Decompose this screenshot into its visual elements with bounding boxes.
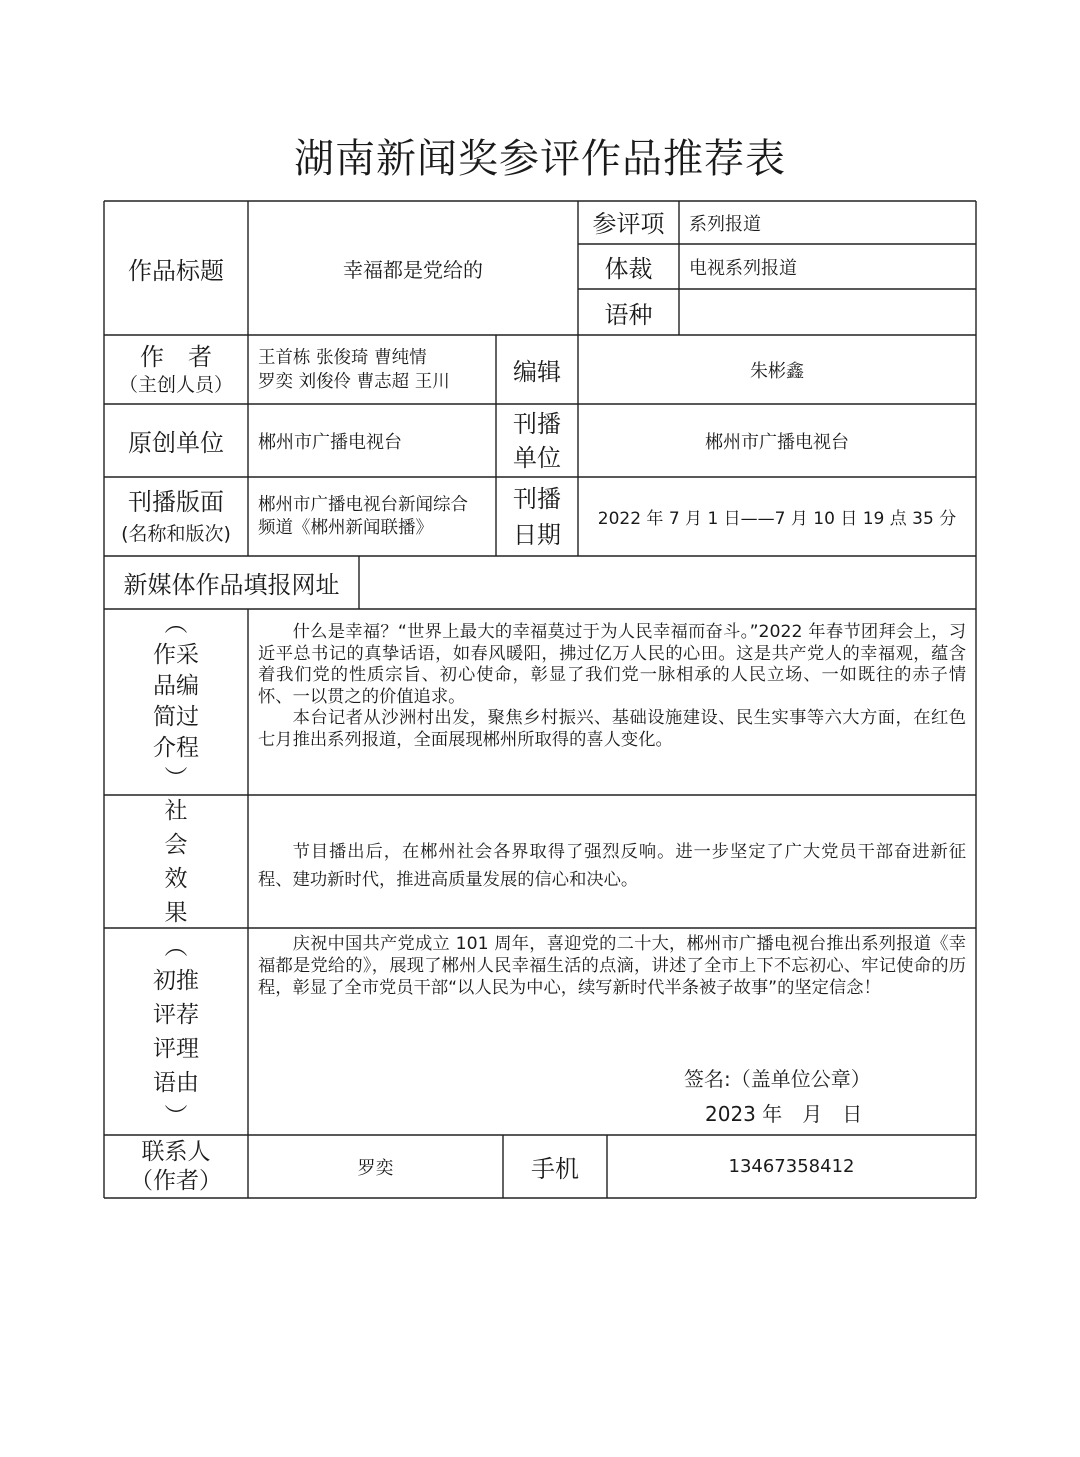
authors-names-line1: 王首栋 张俊琦 曹纯情	[258, 347, 427, 368]
language-value	[679, 289, 976, 335]
phone-label: 手机	[531, 1155, 579, 1183]
language-label: 语种	[604, 300, 653, 329]
pub-date-label	[496, 477, 578, 556]
process-text	[258, 622, 966, 751]
effect-label-char: 效	[164, 865, 188, 892]
phone-value: 13467358412	[728, 1156, 855, 1177]
authors-names	[248, 335, 496, 404]
origin-unit-label: 原创单位	[128, 429, 224, 457]
recommend-label	[104, 928, 248, 1135]
authors-label-sub: （主创人员）	[118, 373, 233, 396]
process-label-char: 简过	[153, 704, 199, 730]
category-value: 系列报道	[689, 213, 761, 235]
contact-label	[104, 1135, 248, 1198]
pub-section-label	[104, 477, 248, 556]
process-label-char: 品编	[153, 673, 199, 699]
work-title-value: 幸福都是党给的	[343, 257, 483, 282]
process-label	[104, 609, 248, 795]
pub-section-value	[248, 477, 496, 556]
recommend-label-char: ︶	[164, 1103, 188, 1130]
genre-value: 电视系列报道	[689, 257, 797, 279]
contact-name: 罗奕	[357, 1157, 394, 1179]
authors-names-line2: 罗奕 刘俊伶 曹志超 王川	[258, 371, 450, 392]
process-label-char: ︶	[164, 766, 188, 792]
pub-date-value: 2022 年 7 月 1 日——7 月 10 日 19 点 35 分	[597, 509, 957, 529]
new-media-label: 新媒体作品填报网址	[123, 571, 340, 599]
effect-label-char: 社	[164, 797, 188, 824]
pub-unit-label	[496, 404, 578, 477]
signature-date: 2023 年 月 日	[705, 1102, 863, 1126]
genre-label: 体裁	[604, 255, 653, 283]
pub-date-label-1: 刊播	[513, 484, 561, 513]
effect-label-char: 果	[164, 899, 188, 926]
pub-unit-label-1: 刊播	[513, 409, 561, 438]
document-title: 湖南新闻奖参评作品推荐表	[294, 136, 786, 182]
recommend-text	[258, 933, 966, 999]
editor-value: 朱彬鑫	[750, 360, 804, 382]
pub-section-value-line1: 郴州市广播电视台新闻综合	[258, 494, 468, 515]
pub-date-label-2: 日期	[513, 520, 561, 549]
process-label-char: 介程	[153, 735, 199, 761]
origin-unit-value: 郴州市广播电视台	[258, 431, 402, 453]
category-label: 参评项	[592, 209, 665, 238]
recommend-label-char: 语由	[153, 1069, 199, 1096]
effect-label	[104, 795, 248, 928]
authors-label-main: 作 者	[140, 342, 212, 371]
effect-text	[258, 838, 966, 894]
signature-line: 签名:（盖单位公章）	[684, 1067, 871, 1091]
pub-unit-value: 郴州市广播电视台	[705, 431, 849, 453]
contact-label-main: 联系人	[141, 1138, 211, 1165]
recommend-label-char: 评理	[153, 1035, 199, 1062]
recommend-label-char: 评荐	[153, 1001, 199, 1028]
contact-label-sub: （作者）	[130, 1167, 222, 1194]
process-label-char: 作采	[153, 642, 199, 668]
work-title-label: 作品标题	[128, 256, 224, 285]
editor-label: 编辑	[513, 358, 561, 386]
pub-unit-label-2: 单位	[513, 443, 561, 472]
pub-section-label-main: 刊播版面	[128, 487, 224, 516]
recommend-label-char: ︵	[164, 933, 188, 960]
new-media-value	[359, 556, 976, 609]
effect-paragraph: 节目播出后，在郴州社会各界取得了强烈反响。进一步坚定了广大党员干部奋进新征程、建功新时代，推进高质量发展的信心和决心。	[258, 842, 966, 890]
effect-label-char: 会	[164, 831, 188, 858]
recommend-paragraph: 庆祝中国共产党成立 101 周年，喜迎党的二十大，郴州市广播电视台推出系列报道《幸福都是党给的》，展现了郴州人民幸福生活的点滴，讲述了全市上下不忘初心、牢记使命的历程，彰显了全市党员干部“以人民为中心，续写新时代半条被子故事”的坚定信念！	[258, 934, 966, 998]
pub-section-label-sub: (名称和版次)	[121, 522, 231, 545]
process-label-char: ︵	[164, 611, 188, 637]
recommend-label-char: 初推	[153, 967, 199, 994]
authors-label	[104, 335, 248, 404]
process-paragraph-2: 本台记者从沙洲村出发，聚焦乡村振兴、基础设施建设、民生实事等六大方面，在红色七月推出系列报道，全面展现郴州所取得的喜人变化。	[258, 708, 966, 750]
pub-section-value-line2: 频道《郴州新闻联播》	[258, 517, 433, 538]
process-paragraph-1: 什么是幸福？“世界上最大的幸福莫过于为人民幸福而奋斗。”2022 年春节团拜会上，习近平总书记的真挚话语，如春风暖阳，拂过亿万人民的心田。这是共产党人的幸福观，蕴含着我们党的性质宗旨、初心使命，彰显了我们党一脉相承的人民立场、一如既往的赤子情怀、一以贯之的价值追求。	[258, 622, 966, 707]
